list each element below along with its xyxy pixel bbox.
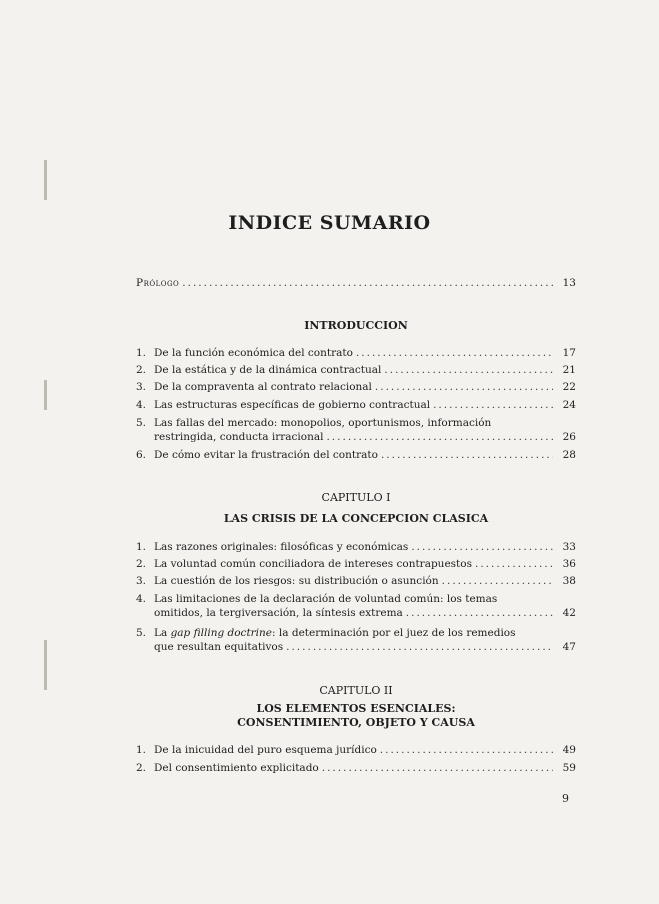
toc-entry[interactable] bbox=[136, 574, 576, 588]
toc-entry-number: 4. bbox=[136, 399, 147, 411]
toc-entry-text-pre: La bbox=[154, 627, 171, 639]
toc-entry-text-cont: que resultan equitativos bbox=[154, 641, 284, 653]
toc-entry-number: 5. bbox=[136, 417, 147, 429]
toc-entry[interactable] bbox=[136, 626, 576, 654]
toc-entry-page: 42 bbox=[562, 607, 576, 619]
leader-dots bbox=[356, 346, 553, 360]
toc-entry-text: De la función económica del contrato bbox=[154, 347, 353, 359]
toc-entry[interactable] bbox=[136, 557, 576, 571]
toc-entry[interactable] bbox=[136, 363, 576, 377]
toc-entry-number: 1. bbox=[136, 347, 147, 359]
toc-entry-page: 33 bbox=[562, 541, 576, 553]
toc-entry-text: Las limitaciones de la declaración de voluntad común: los temas bbox=[154, 593, 498, 605]
chapter-heading: CAPITULO I bbox=[321, 491, 391, 504]
leader-dots bbox=[442, 574, 553, 588]
leader-dots bbox=[380, 743, 553, 757]
toc-entry-number: 2. bbox=[136, 364, 147, 376]
chapter-heading: CAPITULO II bbox=[319, 684, 393, 697]
toc-entry-page: 47 bbox=[562, 641, 576, 653]
toc-entry-number: 4. bbox=[136, 593, 147, 605]
leader-dots bbox=[326, 430, 553, 444]
toc-entry-page: 59 bbox=[562, 762, 576, 774]
toc-entry-number: 5. bbox=[136, 627, 147, 639]
toc-entry[interactable] bbox=[136, 761, 576, 775]
toc-entry-prologue[interactable] bbox=[136, 276, 576, 290]
toc-entry[interactable] bbox=[136, 743, 576, 757]
toc-entry-text: Las estructuras específicas de gobierno contractual bbox=[154, 399, 431, 411]
toc-entry[interactable] bbox=[136, 380, 576, 394]
toc-entry-page: 38 bbox=[562, 575, 576, 587]
toc-entry-number: 1. bbox=[136, 541, 147, 553]
toc-entry-text: : la determinación por el juez de los remedios bbox=[272, 627, 516, 639]
leader-dots bbox=[384, 363, 553, 377]
chapter-subheading: LOS ELEMENTOS ESENCIALES: bbox=[256, 702, 456, 715]
toc-entry-text-cont: restringida, conducta irracional bbox=[154, 431, 324, 443]
leader-dots bbox=[182, 276, 553, 290]
toc-entry-page: 22 bbox=[562, 381, 576, 393]
chapter-subheading: LAS CRISIS DE LA CONCEPCION CLASICA bbox=[223, 512, 489, 525]
toc-entry-page: 26 bbox=[562, 431, 576, 443]
toc-entry-text: De la compraventa al contrato relacional bbox=[154, 381, 372, 393]
toc-entry-text: De la estática y de la dinámica contractual bbox=[154, 364, 382, 376]
toc-entry-text: Las razones originales: filosóficas y económicas bbox=[154, 541, 409, 553]
toc-entry-number: 2. bbox=[136, 558, 147, 570]
leader-dots bbox=[475, 557, 553, 571]
leader-dots bbox=[433, 398, 553, 412]
toc-entry-text: La cuestión de los riesgos: su distribución o asunción bbox=[154, 575, 439, 587]
toc-entry-number: 3. bbox=[136, 575, 147, 587]
toc-entry-page: 21 bbox=[562, 364, 576, 376]
toc-entry-text: Prólogo bbox=[136, 277, 180, 289]
toc-entry-text-cont: omitidos, la tergiversación, la síntesis extrema bbox=[154, 607, 403, 619]
toc-entry-number: 6. bbox=[136, 449, 147, 461]
chapter-subheading: CONSENTIMIENTO, OBJETO Y CAUSA bbox=[237, 716, 475, 729]
section-heading: INTRODUCCION bbox=[304, 319, 408, 332]
toc-entry-page: 36 bbox=[562, 558, 576, 570]
toc-entry-page: 24 bbox=[562, 399, 576, 411]
binding-holes bbox=[44, 160, 47, 200]
toc-entry-page: 13 bbox=[562, 277, 576, 289]
toc-entry-text: La voluntad común conciliadora de intereses contrapuestos bbox=[154, 558, 472, 570]
toc-entry-text: Del consentimiento explicitado bbox=[154, 762, 319, 774]
leader-dots bbox=[381, 448, 553, 462]
toc-entry-page: 28 bbox=[562, 449, 576, 461]
toc-entry-number: 2. bbox=[136, 762, 147, 774]
toc-entry[interactable] bbox=[136, 448, 576, 462]
toc-entry[interactable] bbox=[136, 398, 576, 412]
leader-dots bbox=[286, 640, 553, 654]
toc-entry-text: De la inicuidad del puro esquema jurídico bbox=[154, 744, 377, 756]
toc-entry-page: 49 bbox=[562, 744, 576, 756]
toc-entry-page: 17 bbox=[562, 347, 576, 359]
toc-entry[interactable] bbox=[136, 346, 576, 360]
page-number: 9 bbox=[562, 792, 569, 805]
binding-holes bbox=[44, 380, 47, 410]
toc-entry-number: 3. bbox=[136, 381, 147, 393]
leader-dots bbox=[411, 540, 553, 554]
toc-entry-text: De cómo evitar la frustración del contrato bbox=[154, 449, 378, 461]
leader-dots bbox=[375, 380, 553, 394]
toc-entry-number: 1. bbox=[136, 744, 147, 756]
toc-entry[interactable] bbox=[136, 416, 576, 444]
toc-entry-text: Las fallas del mercado: monopolios, oportunismos, información bbox=[154, 417, 492, 429]
toc-entry[interactable] bbox=[136, 540, 576, 554]
toc-entry[interactable] bbox=[136, 592, 576, 620]
binding-holes bbox=[44, 640, 47, 690]
toc-entry-text-italic: gap filling doctrine bbox=[170, 627, 273, 639]
leader-dots bbox=[322, 761, 553, 775]
leader-dots bbox=[406, 606, 553, 620]
page-title: INDICE SUMARIO bbox=[228, 212, 431, 234]
